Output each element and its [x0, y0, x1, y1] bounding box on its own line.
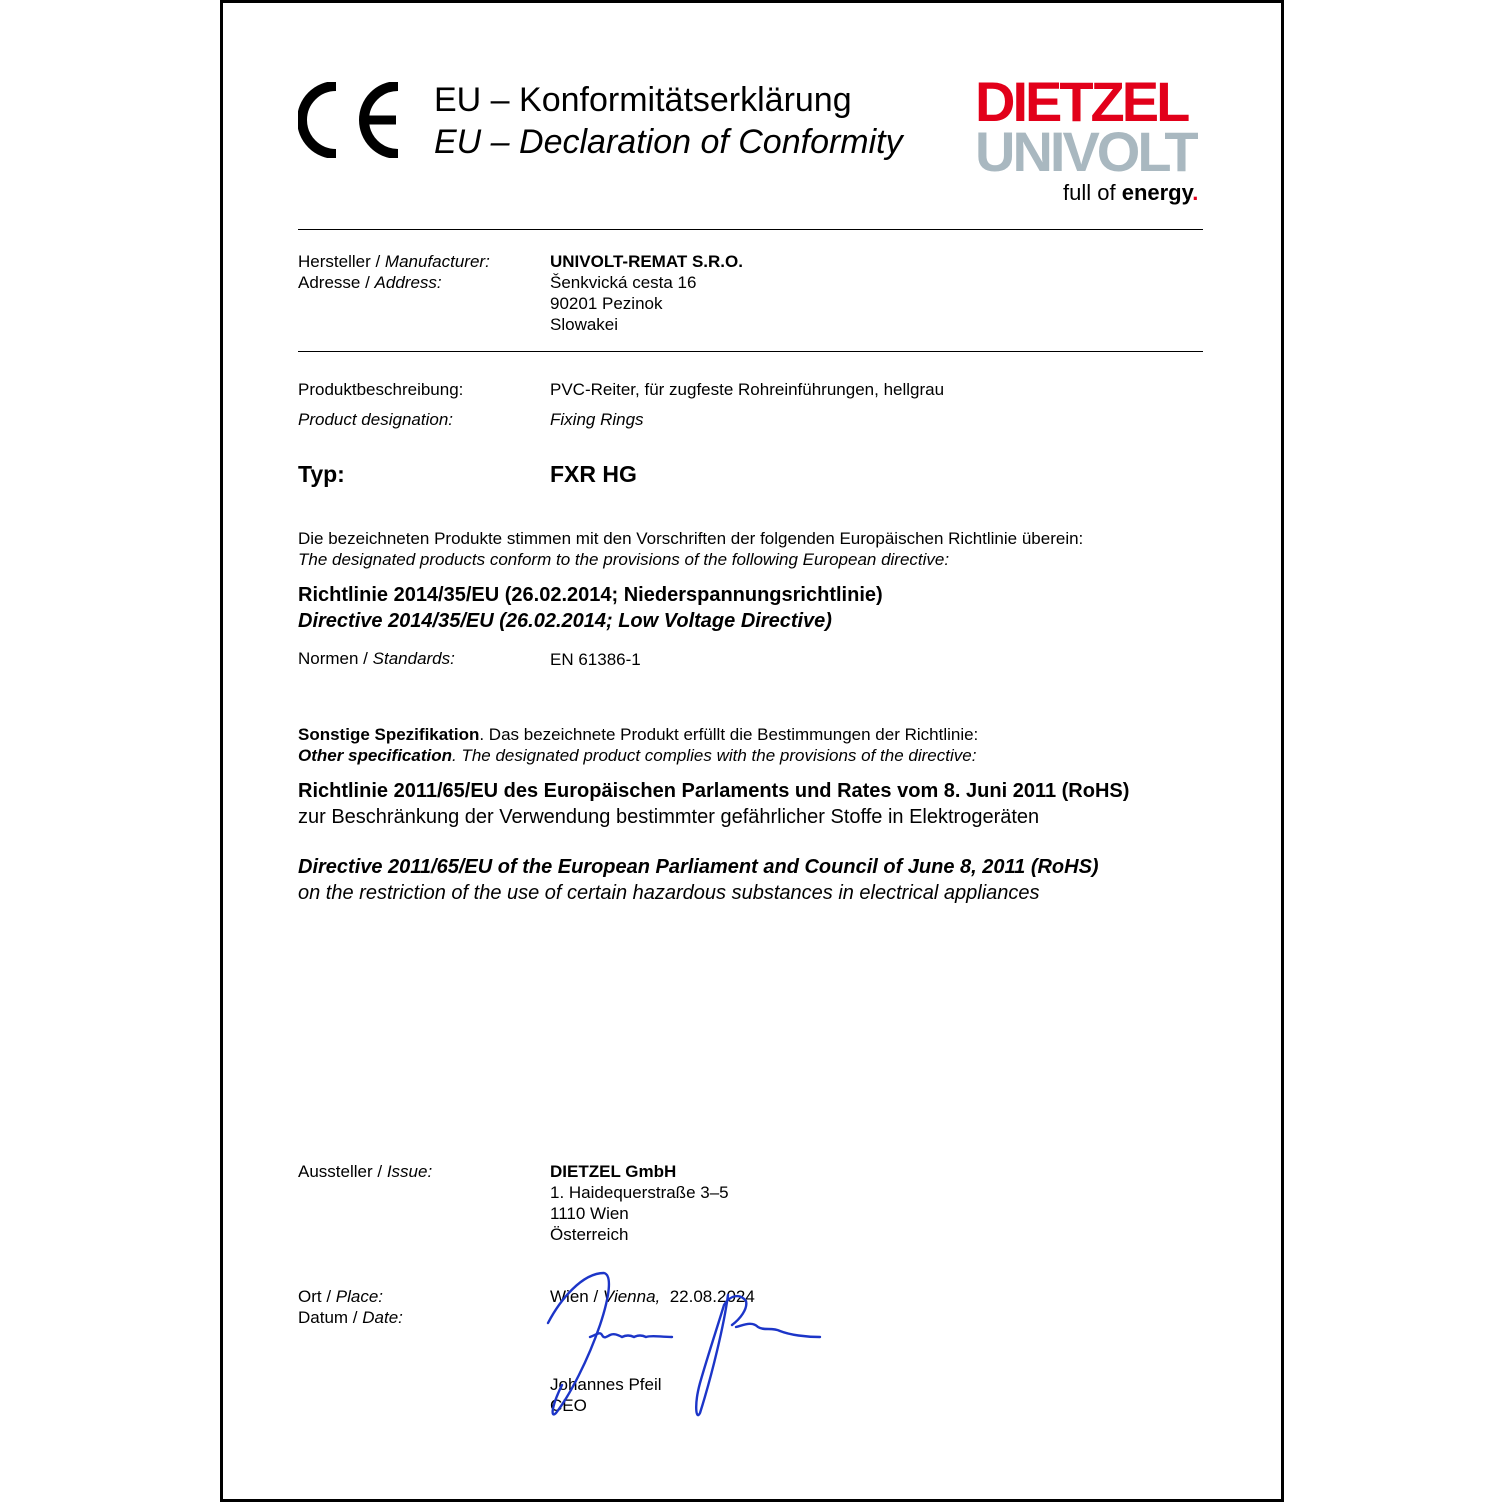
rohs-en-title: Directive 2011/65/EU of the European Parliament and Council of June 8, 2011 (RoHS)	[298, 856, 1099, 878]
product-desc-value: PVC-Reiter, für zugfeste Rohreinführungen, hellgrau	[550, 380, 945, 399]
directive-en: Directive 2014/35/EU (26.02.2014; Low Voltage Directive)	[298, 610, 832, 632]
slogan-prefix: full of	[1063, 180, 1122, 205]
date-value: 22.08.2024	[669, 1287, 755, 1306]
address-line-2: 90201 Pezinok	[550, 294, 663, 313]
product-desc-label: Produktbeschreibung:	[298, 380, 464, 399]
issuer-label-de: Aussteller /	[298, 1162, 387, 1181]
date-label	[298, 1307, 403, 1328]
standards-label-de: Normen /	[298, 649, 373, 668]
standards-value: EN 61386-1	[550, 650, 641, 669]
slogan-dot: .	[1192, 180, 1199, 205]
issuer-address-line-1: 1. Haidequerstraße 3–5	[550, 1183, 729, 1202]
issuer-address-line-2: 1110 Wien	[550, 1204, 629, 1223]
divider-top	[298, 229, 1203, 230]
address-label-en: Address:	[374, 273, 442, 292]
type-label: Typ:	[298, 461, 345, 487]
manufacturer-label-de: Hersteller /	[298, 252, 385, 271]
slogan-bold: energy	[1121, 180, 1193, 205]
product-designation-label: Product designation:	[298, 410, 453, 429]
issuer-label-en: Issue:	[386, 1162, 433, 1181]
address-label-de: Adresse /	[298, 273, 375, 292]
ce-mark-icon	[298, 82, 402, 158]
issuer-name: DIETZEL GmbH	[550, 1162, 677, 1181]
date-label-en: Date:	[362, 1308, 403, 1327]
logo-dietzel: DIETZEL	[975, 70, 1188, 133]
address-line-3: Slowakei	[550, 315, 619, 334]
conformity-intro-en: The designated products conform to the provisions of the following European directive:	[298, 550, 950, 569]
manufacturer-label-en: Manufacturer:	[384, 252, 490, 271]
address-label	[298, 272, 442, 293]
other-spec-label-de: Sonstige Spezifikation	[298, 725, 480, 744]
divider-middle	[298, 351, 1203, 352]
place-label-en: Place:	[335, 1287, 384, 1306]
other-spec-text-de: . Das bezeichnete Produkt erfüllt die Bestimmungen der Richtlinie:	[479, 725, 979, 744]
standards-label	[298, 648, 455, 669]
other-spec-label-en: Other specification	[298, 746, 452, 765]
rohs-en-sub: on the restriction of the use of certain hazardous substances in electrical appliances	[298, 882, 1040, 904]
place-label-de: Ort /	[298, 1287, 336, 1306]
manufacturer-label	[298, 251, 490, 272]
rohs-de-title: Richtlinie 2011/65/EU des Europäischen Parlaments und Rates vom 8. Juni 2011 (RoHS)	[298, 780, 1130, 802]
other-spec-text-en: . The designated product complies with the provisions of the directive:	[451, 746, 977, 765]
directive-de: Richtlinie 2014/35/EU (26.02.2014; Niederspannungsrichtlinie)	[298, 584, 883, 606]
logo-slogan	[1063, 181, 1198, 205]
manufacturer-name: UNIVOLT-REMAT S.R.O.	[550, 252, 743, 271]
type-value: FXR HG	[550, 461, 637, 487]
issuer-label	[298, 1161, 432, 1182]
date-label-de: Datum /	[298, 1308, 363, 1327]
logo-univolt: UNIVOLT	[975, 120, 1196, 183]
title-en: EU – Declaration of Conformity	[434, 123, 903, 161]
address-line-1: Šenkvická cesta 16	[550, 273, 697, 292]
place-label	[298, 1286, 383, 1307]
rohs-de-sub: zur Beschränkung der Verwendung bestimmter gefährlicher Stoffe in Elektrogeräten	[298, 806, 1040, 828]
issuer-address-line-3: Österreich	[550, 1225, 629, 1244]
conformity-intro-de: Die bezeichneten Produkte stimmen mit den Vorschriften der folgenden Europäischen Richtlinie überein:	[298, 529, 1084, 548]
standards-label-en: Standards:	[372, 649, 455, 668]
other-spec-en	[298, 745, 976, 766]
handwritten-signature-icon	[540, 1265, 830, 1425]
place-de: Wien /	[550, 1287, 603, 1306]
signatory-role: CEO	[550, 1396, 587, 1415]
other-spec-de	[298, 724, 978, 745]
title-de: EU – Konformitätserklärung	[434, 81, 852, 119]
place-en: Vienna,	[602, 1287, 661, 1306]
signatory-name: Johannes Pfeil	[550, 1375, 662, 1394]
product-designation-value: Fixing Rings	[550, 410, 644, 429]
